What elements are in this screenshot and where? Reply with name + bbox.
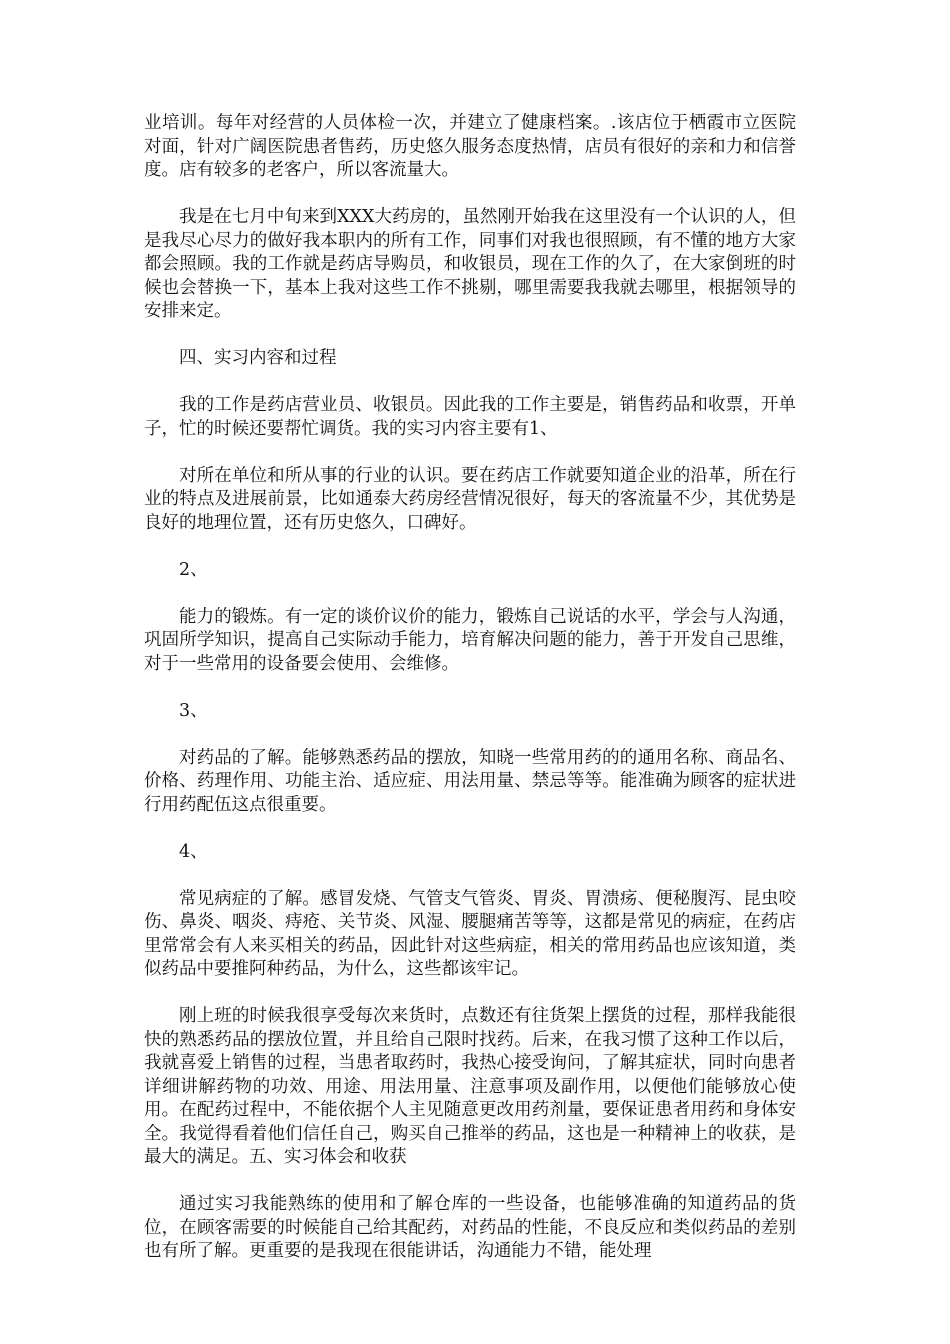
paragraph-internship-gains: 通过实习我能熟练的使用和了解仓库的一些设备，也能够准确的知道药品的货位，在顾客需要的时候能自己给其配药，对药品的性能，不良反应和类似药品的差别也有所了解。更重要的是我现在很能讲话，沟通能力不错，能处理 — [144, 1194, 796, 1261]
paragraph-industry-knowledge: 对所在单位和所从事的行业的认识。要在药店工作就要知道企业的沿革，所在行业的特点及进展前景，比如通泰大药房经营情况很好，每天的客流量不少，其优势是良好的地理位置，还有历史悠久，口碑好。 — [144, 465, 796, 533]
paragraph-common-diseases: 常见病症的了解。感冒发烧、气管支气管炎、胃炎、胃溃疡、便秘腹泻、昆虫咬伤、鼻炎、咽炎、痔疮、关节炎、风湿、腰腿痛苦等等，这都是常见的病症，在药店里常常会有人来买相关的药品，因此针对这些病症，相关的常用药品也应该知道，类似药品中要推阿种药品，为什么，这些都该牢记。 — [144, 888, 796, 979]
section-heading-internship-content: 四、实习内容和过程 — [179, 348, 337, 368]
list-number-3: 3、 — [179, 700, 208, 721]
paragraph-drug-knowledge: 对药品的了解。能够熟悉药品的摆放，知晓一些常用药的的通用名称、商品名、价格、药理作用、功能主治、适应症、用法用量、禁忌等等。能准确为顾客的症状进行用药配伍这点很重要。 — [144, 747, 796, 815]
list-number-2: 2、 — [179, 559, 208, 580]
paragraph-work-experience: 刚上班的时候我很享受每次来货时，点数还有往货架上摆货的过程，那样我能很快的熟悉药品的摆放位置，并且给自己限时找药。后来，在我习惯了这种工作以后，我就喜爱上销售的过程，当患者取药时，我热心接受询问，了解其症状，同时向患者详细讲解药物的功效、用途、用法用量、注意事项及副作用，以便他们能够放心使用。在配药过程中，不能依据个人主见随意更改用药剂量，要保证患者用药和身体安全。我觉得看着他们信任自己，购买自己推举的药品，这也是一种精神上的收获，是最大的满足。五、实习体会和收获 — [144, 1006, 796, 1167]
paragraph-job-description: 我的工作是药店营业员、收银员。因此我的工作主要是，销售药品和收票，开单子，忙的时候还要帮忙调货。我的实习内容主要有1、 — [144, 395, 796, 439]
document-page — [144, 112, 796, 1287]
paragraph-ability-training: 能力的锻炼。有一定的谈价议价的能力，锻炼自己说话的水平，学会与人沟通，巩固所学知识，提高自己实际动手能力，培育解决问题的能力，善于开发自己思维，对于一些常用的设备要会使用、会维修。 — [144, 606, 796, 674]
paragraph-arrival-and-duties: 我是在七月中旬来到XXX大药房的，虽然刚开始我在这里没有一个认识的人，但是我尽心尽力的做好我本职内的所有工作，同事们对我也很照顾，有不懂的地方大家都会照顾。我的工作就是药店导购员，和收银员，现在工作的久了，在大家倒班的时候也会替换一下，基本上我对这些工作不挑剔，哪里需要我我就去哪里，根据领导的安排来定。 — [144, 207, 796, 321]
paragraph-training-and-store-intro: 业培训。每年对经营的人员体检一次，并建立了健康档案。.该店位于栖霞市立医院对面，针对广阔医院患者售药，历史悠久服务态度热情，店员有很好的亲和力和信誉度。店有较多的老客户，所以客流量大。 — [144, 113, 796, 180]
list-number-4: 4、 — [179, 841, 208, 862]
